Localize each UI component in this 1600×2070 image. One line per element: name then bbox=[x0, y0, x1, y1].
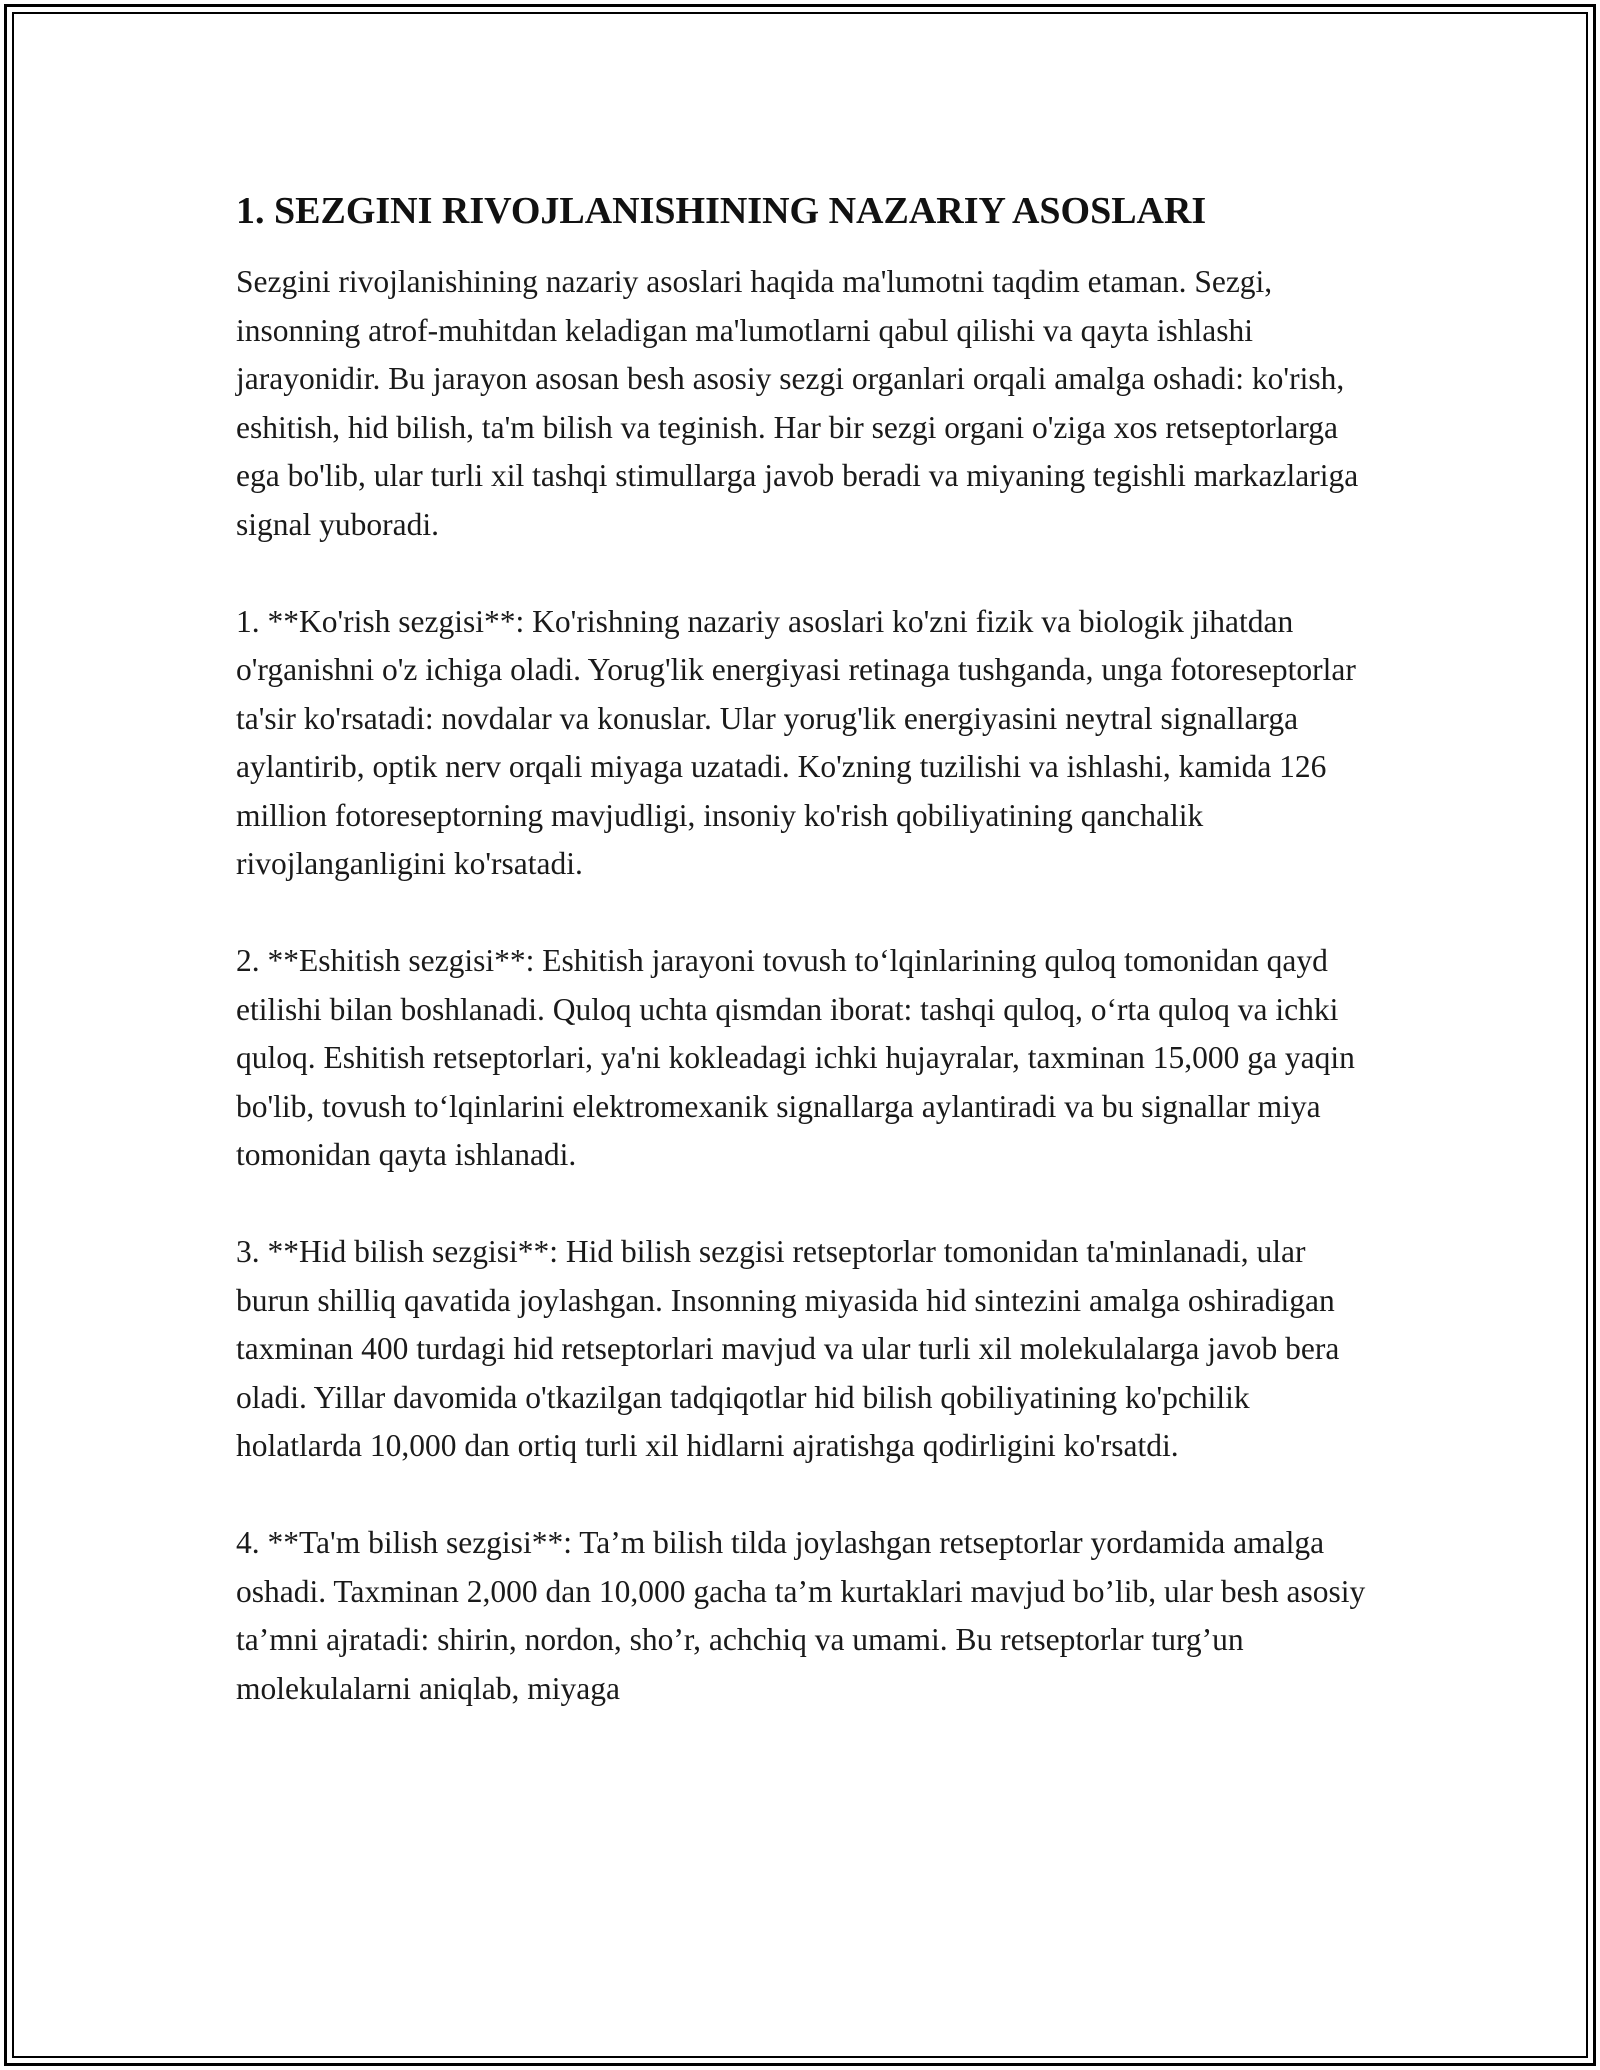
paragraph-smell-sense: 3. **Hid bilish sezgisi**: Hid bilish sezgisi retseptorlar tomonidan ta'minlanadi, ular burun shilliq qavatida joylashgan. Insonning miyasida hid sintezini amalga oshiradigan taxminan 400 turdagi hid retseptorlari mavjud va ular turli xil molekulalarga javob bera oladi. Yillar davomida o'tkazilgan tadqiqotlar hid bilish qobiliyatining ko'pchilik holatlarda 10,000 dan ortiq turli xil hidlarni ajratishga qodirligini ko'rsatdi. bbox=[236, 1234, 1340, 1463]
document-title: 1. SEZGINI RIVOJLANISHINING NAZARIY ASOSLARI bbox=[236, 190, 1207, 232]
paragraph-taste-sense: 4. **Ta'm bilish sezgisi**: Ta’m bilish tilda joylashgan retseptorlar yordamida amalga oshadi. Taxminan 2,000 dan 10,000 gacha ta’m kurtaklari mavjud bo’lib, ular besh asosiy ta’mni ajratadi: shirin, nordon, sho’r, achchiq va umami. Bu retseptorlar turg’un molekulalarni aniqlab, miyaga bbox=[236, 1525, 1366, 1706]
intro-paragraph: Sezgini rivojlanishining nazariy asoslari haqida ma'lumotni taqdim etaman. Sezgi, insonning atrof-muhitdan keladigan ma'lumotlarni qabul qilishi va qayta ishlashi jarayonidir. Bu jarayon asosan besh asosiy sezgi organlari orqali amalga oshadi: ko'rish, eshitish, hid bilish, ta'm bilish va teginish. Har bir sezgi organi o'ziga xos retseptorlarga ega bo'lib, ular turli xil tashqi stimullarga javob beradi va miyaning tegishli markazlariga signal yuboradi. bbox=[236, 264, 1359, 542]
document-body bbox=[236, 186, 1376, 1762]
paragraph-hearing-sense: 2. **Eshitish sezgisi**: Eshitish jarayoni tovush to‘lqinlarining quloq tomonidan qayd etilishi bilan boshlanadi. Quloq uchta qismdan iborat: tashqi quloq, o‘rta quloq va ichki quloq. Eshitish retseptorlari, ya'ni kokleadagi ichki hujayralar, taxminan 15,000 ga yaqin bo'lib, tovush to‘lqinlarini elektromexanik signallarga aylantiradi va bu signallar miya tomonidan qayta ishlanadi. bbox=[236, 943, 1355, 1172]
paragraph-visual-sense: 1. **Ko'rish sezgisi**: Ko'rishning nazariy asoslari ko'zni fizik va biologik jihatdan o'rganishni o'z ichiga oladi. Yorug'lik energiyasi retinaga tushganda, unga fotoreseptorlar ta'sir ko'rsatadi: novdalar va konuslar. Ular yorug'lik energiyasini neytral signallarga aylantirib, optik nerv orqali miyaga uzatadi. Ko'zning tuzilishi va ishlashi, kamida 126 million fotoreseptorning mavjudligi, insoniy ko'rish qobiliyatining qanchalik rivojlanganligini ko'rsatadi. bbox=[236, 603, 1356, 881]
